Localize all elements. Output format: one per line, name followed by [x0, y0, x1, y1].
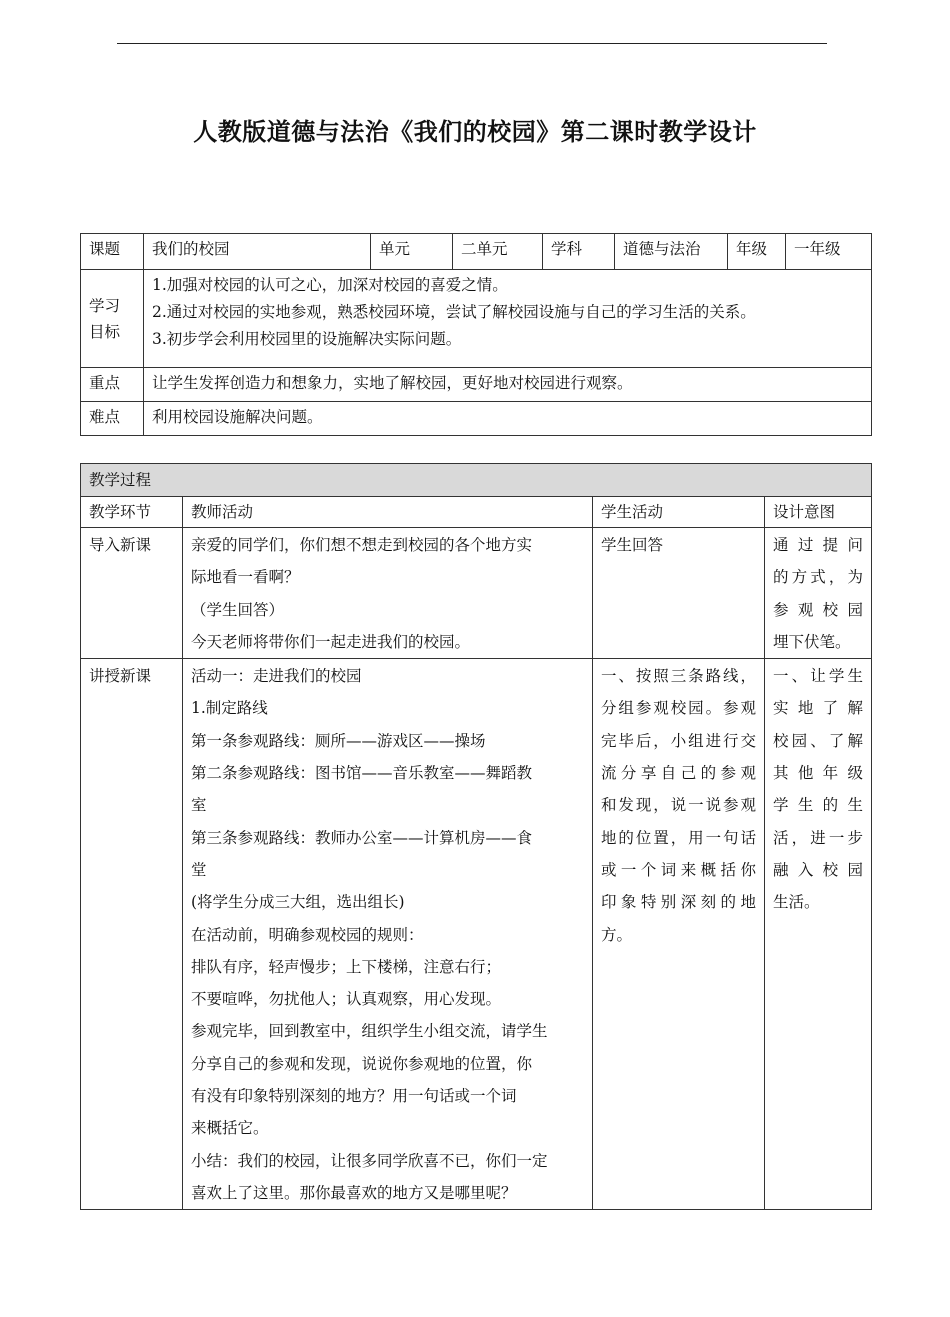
text-line: 或一个词来概括你	[601, 860, 756, 879]
teacher-activity-cell	[183, 659, 593, 1210]
column-header-stage: 教学环节	[81, 497, 183, 528]
subject-label: 学科	[543, 234, 615, 270]
lesson-value: 我们的校园	[144, 234, 371, 270]
goal-item: 1.加强对校园的认可之心，加深对校园的喜爱之情。	[152, 276, 508, 294]
text-line: 排队有序，轻声慢步；上下楼梯，注意右行；	[191, 957, 502, 976]
goals-list	[144, 270, 872, 368]
text-line: 第三条参观路线：教师办公室——计算机房——食	[191, 828, 533, 847]
difficulty-label: 难点	[81, 402, 144, 436]
design-intent-cell	[765, 528, 872, 659]
column-header-teacher: 教师活动	[183, 497, 593, 528]
key-label: 重点	[81, 368, 144, 402]
document-title: 人教版道德与法治《我们的校园》第二课时教学设计	[193, 117, 757, 146]
text-line: 第二条参观路线：图书馆——音乐教室——舞蹈教	[191, 764, 533, 783]
text-line: 流分享自己的参观	[601, 764, 756, 783]
text-line: 第一条参观路线：厕所——游戏区——操场	[191, 731, 486, 750]
goal-item: 3.初步学会利用校园里的设施解决实际问题。	[152, 330, 462, 348]
text-line: 方。	[601, 925, 633, 944]
goals-label-line-2: 目标	[89, 322, 121, 341]
text-line: 际地看一看啊？	[191, 568, 300, 587]
text-line: 印象特别深刻的地	[601, 893, 756, 912]
text-line: 亲爱的同学们，你们想不想走到校园的各个地方实	[191, 536, 533, 554]
difficulty-value: 利用校园设施解决问题。	[144, 402, 872, 436]
text-line: 小结：我们的校园，让很多同学欣喜不已，你们一定	[191, 1151, 548, 1170]
text-line: 分组参观校园。参观	[601, 699, 756, 718]
text-line: （学生回答）	[191, 600, 285, 619]
text-line: 活，进一步	[773, 828, 864, 847]
text-line: (将学生分成三大组，选出组长)	[191, 893, 405, 912]
key-value: 让学生发挥创造力和想象力，实地了解校园，更好地对校园进行观察。	[144, 368, 872, 402]
text-line: 埋下伏笔。	[773, 632, 851, 651]
text-line: 来概括它。	[191, 1119, 269, 1138]
text-line: 不要喧哗，勿扰他人；认真观察，用心发现。	[191, 990, 502, 1009]
unit-label: 单元	[371, 234, 453, 270]
teaching-process-table	[80, 463, 872, 1210]
text-line: 地的位置，用一句话	[601, 828, 756, 847]
text-line: 活动一：走进我们的校园	[191, 667, 362, 686]
text-line: 实地了解	[773, 699, 864, 718]
text-line: 有没有印象特别深刻的地方？用一句话或一个词	[191, 1087, 517, 1106]
unit-value: 二单元	[453, 234, 543, 270]
text-line: 校园、了解	[773, 731, 864, 750]
column-header-intent: 设计意图	[765, 497, 872, 528]
lesson-info-table	[80, 233, 872, 436]
text-line: 的方式，为	[773, 568, 864, 587]
stage-cell: 导入新课	[81, 528, 183, 659]
text-line: 喜欢上了这里。那你最喜欢的地方又是哪里呢？	[191, 1183, 517, 1202]
teacher-activity-cell	[183, 528, 593, 659]
lesson-label: 课题	[81, 234, 144, 270]
goals-label-line-1: 学习	[89, 296, 121, 315]
grade-value: 一年级	[786, 234, 872, 270]
text-line: 学生的生	[773, 796, 864, 815]
text-line: 1.制定路线	[191, 699, 268, 718]
student-activity-cell	[593, 528, 765, 659]
text-line: 参观校园	[773, 600, 864, 619]
table-row	[81, 528, 872, 659]
column-header-student: 学生活动	[593, 497, 765, 528]
text-line: 一、让学生	[773, 667, 864, 686]
text-line: 其他年级	[773, 764, 864, 783]
text-line: 一、按照三条路线，	[601, 667, 756, 686]
table-row	[81, 659, 872, 1210]
goals-label	[81, 270, 144, 368]
subject-value: 道德与法治	[615, 234, 728, 270]
stage-cell: 讲授新课	[81, 659, 183, 1210]
text-line: 和发现，说一说参观	[601, 796, 756, 815]
text-line: 参观完毕，回到教室中，组织学生小组交流，请学生	[191, 1022, 548, 1041]
text-line: 融入校园	[773, 860, 864, 879]
goal-item: 2.通过对校园的实地参观，熟悉校园环境，尝试了解校园设施与自己的学习生活的关系。	[152, 303, 756, 321]
design-intent-cell	[765, 659, 872, 1210]
grade-label: 年级	[728, 234, 786, 270]
student-activity-cell	[593, 659, 765, 1210]
text-line: 室	[191, 796, 207, 815]
text-line: 今天老师将带你们一起走进我们的校园。	[191, 632, 471, 651]
text-line: 堂	[191, 860, 207, 879]
text-line: 完毕后，小组进行交	[601, 731, 756, 750]
text-line: 分享自己的参观和发现，说说你参观地的位置，你	[191, 1054, 533, 1073]
text-line: 在活动前，明确参观校园的规则：	[191, 925, 424, 944]
text-line: 学生回答	[601, 536, 664, 554]
header-rule	[117, 43, 827, 44]
text-line: 通过提问	[773, 536, 864, 554]
process-header: 教学过程	[81, 464, 872, 497]
text-line: 生活。	[773, 893, 820, 912]
